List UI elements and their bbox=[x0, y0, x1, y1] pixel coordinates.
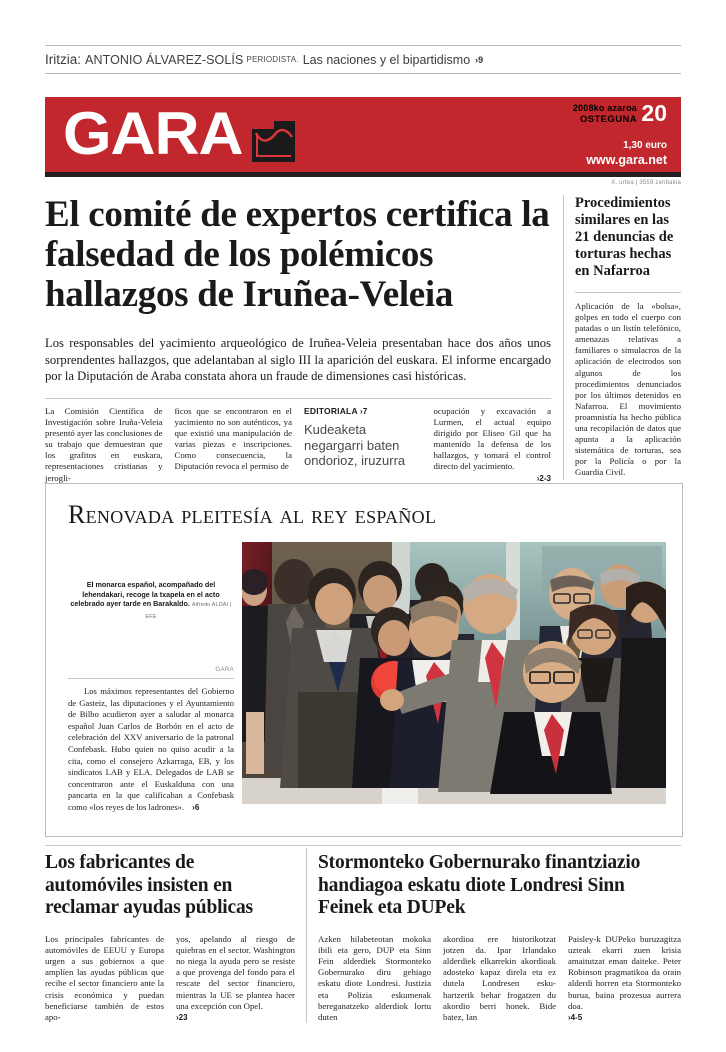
bottom-left-jump[interactable] bbox=[176, 1012, 295, 1023]
editorial-jump[interactable]: ›7 bbox=[360, 407, 368, 416]
opinion-author: ANTONIO ÁLVAREZ-SOLÍS bbox=[85, 52, 244, 67]
editorial-title: Kudeaketa negargarri baten ondorioz, iruzurra bbox=[304, 422, 406, 468]
lead-column-2 bbox=[175, 406, 293, 484]
feature-photo-credit: Alfredo ALDAI | EFE bbox=[145, 602, 232, 620]
bottom-left-column-1 bbox=[45, 934, 164, 1024]
feature-body-text: Los máximos representantes del Gobierno de Gasteiz, las diputaciones y el Ayuntamiento de Bilbo acudieron ayer a saludar al monarca español Juan Carlos de Borbón en el acto de celebración del XXV aniversario de la patronal Confebask. Hubo quien no quiso acudir a la cita, como el consejero Azkarraga, EB, y los sindicatos LAB y ELA. Delegados de LAB se concentraron ante el Euskalduna con una pancarta en la que calificaban a Confebask como «los reyes de los ladrones». bbox=[68, 686, 234, 812]
opinion-page-jump[interactable]: ›9 bbox=[475, 54, 484, 65]
lead-column-1 bbox=[45, 406, 163, 484]
feature-jump[interactable]: ›6 bbox=[192, 802, 200, 812]
masthead-price-block bbox=[586, 139, 667, 168]
editorial-label-row bbox=[304, 406, 422, 416]
masthead bbox=[45, 97, 681, 172]
masthead-website[interactable]: www.gara.net bbox=[586, 153, 667, 167]
bottom-right-story[interactable] bbox=[318, 852, 681, 1023]
sidebar-rule bbox=[575, 292, 681, 293]
lead-col1-text: La Comisión Científica de Investigación sobre Iruña-Veleia presentó ayer las conclusiones de su trabajo que demuestran que los grafitos en euskara, representaciones cristianas y jerogli- bbox=[45, 406, 163, 483]
masthead-weekday: OSTEGUNA bbox=[579, 114, 637, 125]
feature-byline: GARA bbox=[215, 667, 234, 673]
bottom-right-headline: Stormonteko Gobernurako finantziazio handiagoa eskatu diote Londresi Sinn Feinek eta DUPek bbox=[318, 852, 641, 918]
bottom-left-col1-text: Los principales fabricantes de automóviles de EEUU y Europa urgen a sus gobiernos a que amplíen las ayudas públicas que recibe el sector financiero ante la crisis económica y puedan beneficiarse también de estos apo- bbox=[45, 933, 164, 1022]
bottom-left-story[interactable] bbox=[45, 852, 295, 1023]
sidebar-story[interactable] bbox=[575, 195, 681, 492]
feature-caption bbox=[68, 580, 234, 622]
opinion-title: Las naciones y el bipartidismo bbox=[302, 52, 471, 67]
opinion-role: PERIODISTA. bbox=[246, 55, 299, 64]
bottom-right-columns bbox=[318, 934, 681, 1024]
masthead-dateblock bbox=[573, 103, 637, 125]
gara-logo[interactable]: GARA bbox=[63, 100, 243, 167]
issue-line: X. urtea | 3559 zenbakia bbox=[611, 180, 681, 186]
opinion-label: Iritzia: bbox=[45, 52, 82, 67]
bottom-left-jump-label: ›23 bbox=[176, 1012, 188, 1022]
feature-photograph bbox=[242, 542, 666, 804]
feature-headline: Renovada pleitesía al rey español bbox=[68, 500, 437, 529]
bottom-right-col2-text: akordioa ere historikotzat jotzen da. Ipar Irlandako alderdiek elkarrekin akordioak adosteko kapaz direla eta ez dutela Londresen esku-hartzerik behar frogatzen du akordio berri honek. Bide batez, Ian bbox=[443, 933, 556, 1022]
bottom-left-column-2 bbox=[176, 934, 295, 1024]
masthead-date: 2008ko azaroa bbox=[572, 103, 637, 113]
sidebar-body: Aplicación de la «bolsa», golpes en todo el cuerpo con patadas o un listín telefónico, amenazas relativas a familiares o simulacros de la aplicación de electrodos son algunos de los procedimientos denunciados por los últimos detenidos en Nafarroa. El movimiento proamnistía ha hecho pública una recopilación de datos que apunta a la aplicación sistemática de torturas, sea por la Policía o por la Guardia Civil. bbox=[575, 301, 681, 478]
bottom-divider-rule bbox=[45, 845, 681, 846]
editorial-label: EDITORIALA bbox=[304, 406, 358, 416]
feature-caption-text: El monarca español, acompañado del lehendakari, recoge la txapela en el acto celebrado ayer tarde en Barakaldo. bbox=[70, 580, 220, 609]
bottom-right-col1-text: Azken hilabeteotan mokoka ibili eta gero, DUP eta Sinn Fein alderdiek Stormonteko Gobernurako diru gehiago eskatu diote Londresi. Justizia eta Polizia eskumenak bereganatzeko alderdiok lortu duten bbox=[318, 933, 431, 1022]
feature-body bbox=[68, 686, 234, 814]
feature-byline-rule bbox=[68, 678, 234, 679]
bottom-right-jump[interactable] bbox=[568, 1012, 681, 1023]
gara-logomark-icon bbox=[250, 119, 297, 164]
sidebar-headline: Procedimientos similares en las 21 denuncias de torturas hechas en Nafarroa bbox=[575, 195, 674, 279]
lead-standfirst: Los responsables del yacimiento arqueológico de Iruñea-Veleia presentaban hace dos años unos sorprendentes hallazgos, que adelantaban al siglo III la aparición del euskara. El informe encargado por la Diputación de Araba constata ahora un fraude de dimensiones casi históricas. bbox=[45, 336, 551, 384]
bottom-right-col3-text: Paisley-k DUPeko buruzagitza uzteak ekarri zuen krisia amaitutzat eman daiteke. Peter Robinson pragmatikoa da orain alderdi horren eta Stormonteko burua, baina prozesua aurrera doa. bbox=[568, 933, 681, 1011]
lead-col2-text: ficos que se encontraron en el yacimiento no son auténticos, ya que existió una manipulación de varias piezas e inscripciones. Como consecuencia, la Diputación revoca el permiso de bbox=[174, 406, 292, 472]
lead-divider bbox=[45, 398, 551, 399]
lead-col4-jump-label: ›2-3 bbox=[536, 473, 551, 483]
bottom-right-jump-label: ›4-5 bbox=[568, 1012, 583, 1022]
masthead-day-number: 20 bbox=[641, 100, 667, 126]
bottom-left-col2-text: yos, apelando al riesgo de quiebras en el sector. Washington no niega la ayuda pero se resiste a que provenga del fondo para el rescate del sector financiero, mientras la UE se plantea hacer una excepción con Opel. bbox=[176, 933, 295, 1011]
bottom-right-column-2 bbox=[443, 934, 556, 1024]
lead-columns bbox=[45, 406, 551, 484]
lead-story[interactable] bbox=[45, 195, 551, 385]
editorial-promo[interactable] bbox=[304, 406, 422, 484]
lead-col4-jump[interactable] bbox=[434, 473, 552, 484]
lead-col4-text: ocupación y excavación a Lurmen, el actual equipo dirigido por Eliseo Gil que ha mantenido la defensa de los hallazgos, y tomará el control directo del yacimiento. bbox=[433, 406, 551, 472]
bottom-left-columns bbox=[45, 934, 295, 1024]
bottom-right-column-1 bbox=[318, 934, 431, 1024]
bottom-column-divider bbox=[306, 848, 307, 1023]
bottom-left-headline: Los fabricantes de automóviles insisten en reclamar ayudas públicas bbox=[45, 852, 253, 918]
masthead-bottom-rule bbox=[45, 172, 681, 177]
masthead-price: 1,30 euro bbox=[623, 140, 667, 151]
sidebar-divider bbox=[563, 195, 564, 480]
lead-headline: El comité de expertos certifica la falsedad de los polémicos hallazgos de Iruñea-Veleia bbox=[45, 194, 550, 315]
lead-column-4 bbox=[434, 406, 552, 484]
opinion-strip[interactable] bbox=[45, 45, 681, 74]
bottom-right-column-3 bbox=[568, 934, 681, 1024]
feature-story[interactable] bbox=[45, 483, 683, 837]
